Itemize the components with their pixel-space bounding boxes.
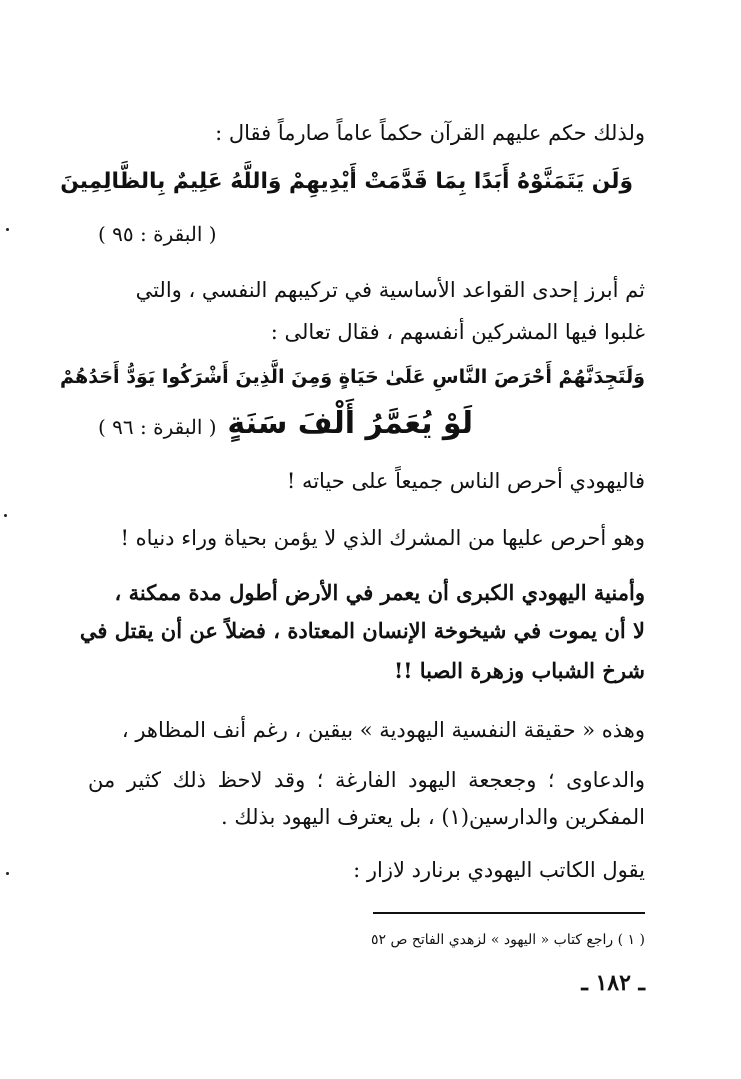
verse-2-reference: ( البقرة : ٩٦ ) <box>98 415 217 439</box>
quran-verse-2-line-2: لَوْ يُعَمَّرُ أَلْفَ سَنَةٍ <box>227 406 473 441</box>
bold-paragraph-line-1: وأمنية اليهودي الكبرى أن يعمر في الأرض أطول مدة ممكنة ، <box>114 580 645 605</box>
footnote-divider <box>373 912 645 914</box>
quran-verse-1: وَلَن يَتَمَنَّوْهُ أَبَدًا بِمَا قَدَّمَتْ أَيْدِيهِمْ وَاللَّهُ عَلِيمٌ بِالظَّالِمِينَ <box>60 169 633 194</box>
footnote: ( ١ ) راجع كتاب « اليهود » لزهدي الفاتح ص ٥٢ <box>370 932 645 948</box>
quran-verse-2-line-1: وَلَتَجِدَنَّهُمْ أَحْرَصَ النَّاسِ عَلَىٰ حَيَاةٍ وَمِنَ الَّذِينَ أَشْرَكُوا يَوَدُّ أَحَدُهُمْ <box>60 365 645 388</box>
more-eager-line: وهو أحرص عليها من المشرك الذي لا يؤمن بحياة وراء دنياه ! <box>120 526 645 550</box>
scan-speck <box>6 228 9 231</box>
lazare-quote-intro: يقول الكاتب اليهودي برنارد لازار : <box>353 858 645 882</box>
truth-paragraph-line-3: المفكرين والدارسين(١) ، بل يعترف اليهود بذلك . <box>221 805 645 829</box>
truth-paragraph-line-2: والدعاوى ؛ وجعجعة اليهود الفارغة ؛ وقد لاحظ ذلك كثير من <box>88 768 645 792</box>
jew-eager-line: فاليهودي أحرص الناس جميعاً على حياته ! <box>286 469 645 493</box>
paragraph-2-line-2: غلبوا فيها المشركين أنفسهم ، فقال تعالى : <box>270 320 645 344</box>
scan-speck <box>4 514 7 517</box>
bold-paragraph-line-3: شرخ الشباب وزهرة الصبا !! <box>393 658 645 683</box>
intro-line: ولذلك حكم عليهم القرآن حكماً عاماً صارماً فقال : <box>215 121 645 145</box>
page-number: ـ ١٨٢ ـ <box>581 970 645 996</box>
paragraph-2-line-1: ثم أبرز إحدى القواعد الأساسية في تركيبهم النفسي ، والتي <box>135 278 645 302</box>
verse-1-reference: ( البقرة : ٩٥ ) <box>98 222 217 246</box>
truth-paragraph-line-1: وهذه « حقيقة النفسية اليهودية » بيقين ، رغم أنف المظاهر ، <box>121 718 645 742</box>
bold-paragraph-line-2: لا أن يموت في شيخوخة الإنسان المعتادة ، فضلاً عن أن يقتل في <box>79 618 645 643</box>
scan-speck <box>6 872 9 875</box>
